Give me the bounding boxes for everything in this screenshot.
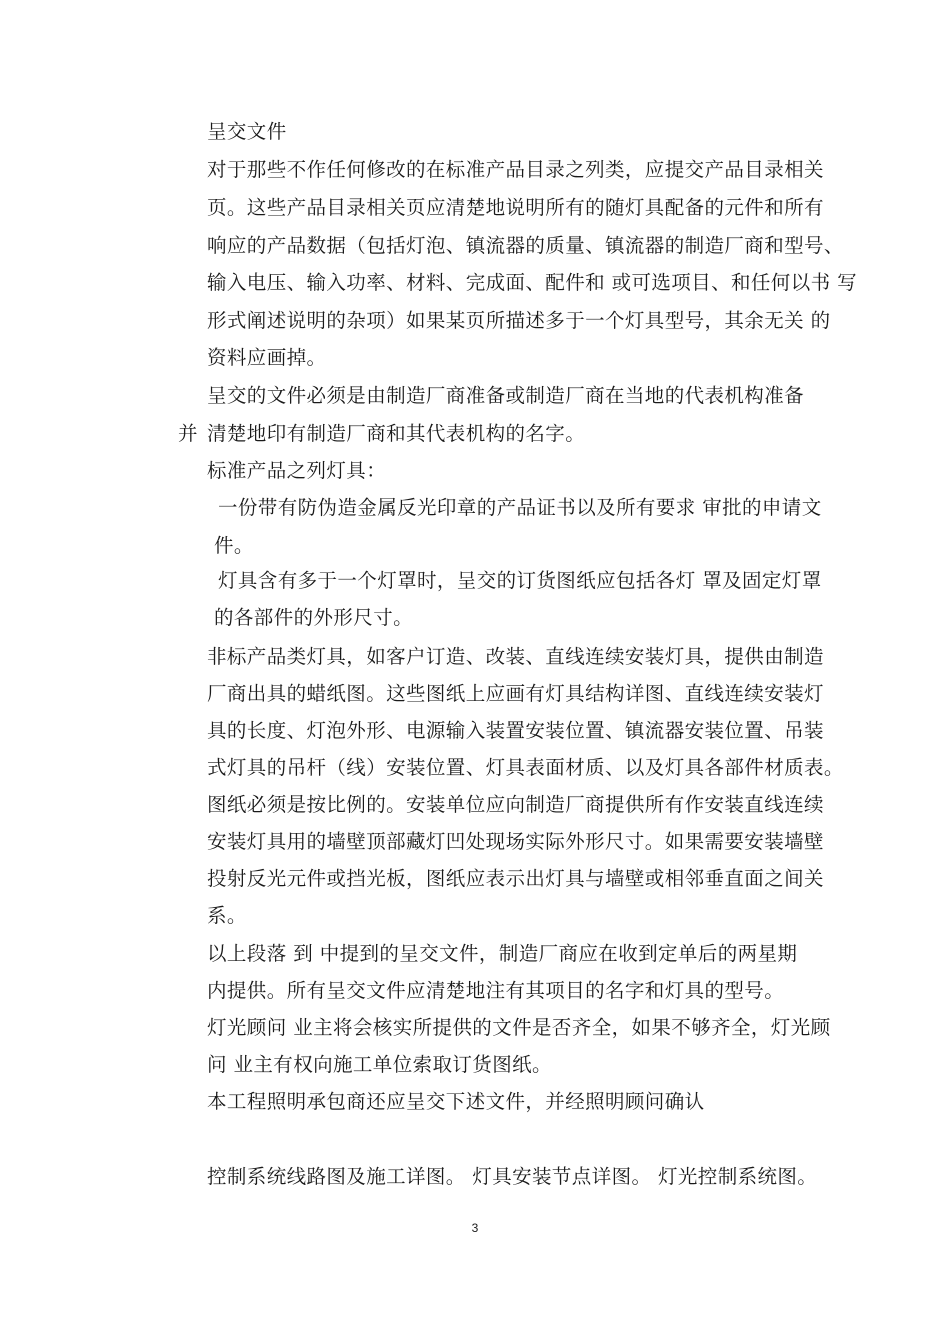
paragraph-3-line-8: 系。 [207,904,247,927]
paragraph-5-line-2: 问 业主有权向施工单位索取订货图纸。 [207,1053,552,1076]
item-1-line-1: 一份带有防伪造金属反光印章的产品证书以及所有要求 审批的申请文 [218,496,822,519]
paragraph-3-line-1: 非标产品类灯具，如客户订造、改装、直线连续安装灯具，提供由制造 [207,645,824,668]
paragraph-3-line-4: 式灯具的吊杆（线）安装位置、灯具表面材质、以及灯具各部件材质表。 [207,756,844,779]
deliverables-line: 控制系统线路图及施工详图。 灯具安装节点详图。 灯光控制系统图。 [207,1165,818,1188]
paragraph-2-line-2: 清楚地印有制造厂商和其代表机构的名字。 [207,422,586,445]
paragraph-3-line-7: 投射反光元件或挡光板，图纸应表示出灯具与墙壁或相邻垂直面之间关 [207,867,824,890]
item-2-line-2: 的各部件的外形尺寸。 [214,606,414,629]
paragraph-3-line-2: 厂商出具的蜡纸图。这些图纸上应画有灯具结构详图、直线连续安装灯 [207,682,824,705]
paragraph-4-line-1: 以上段落 到 中提到的呈交文件，制造厂商应在收到定单后的两星期 [207,942,798,965]
section-heading: 呈交文件 [207,120,287,143]
paragraph-1-line-1: 对于那些不作任何修改的在标准产品目录之列类，应提交产品目录相关 [207,158,824,181]
paragraph-3-line-6: 安装灯具用的墙壁顶部藏灯凹处现场实际外形尺寸。如果需要安装墙壁 [207,830,824,853]
paragraph-4-line-2: 内提供。所有呈交文件应清楚地注有其项目的名字和灯具的型号。 [207,979,785,1002]
paragraph-1-line-5: 形式阐述说明的杂项）如果某页所描述多于一个灯具型号，其余无关 的 [207,309,831,332]
paragraph-1-line-6: 资料应画掉。 [207,346,327,369]
paragraph-6: 本工程照明承包商还应呈交下述文件，并经照明顾问确认 [207,1090,705,1113]
paragraph-3-line-5: 图纸必须是按比例的。安装单位应向制造厂商提供所有作安装直线连续 [207,793,824,816]
paragraph-5-line-1: 灯光顾问 业主将会核实所提供的文件是否齐全，如果不够齐全，灯光顾 [207,1016,831,1039]
paragraph-1-line-2: 页。这些产品目录相关页应清楚地说明所有的随灯具配备的元件和所有 [207,196,824,219]
paragraph-1-line-4: 输入电压、输入功率、材料、完成面、配件和 或可选项目、和任何以书 写 [207,271,857,294]
paragraph-3-line-3: 具的长度、灯泡外形、电源输入装置安装位置、镇流器安装位置、吊装 [207,719,824,742]
item-1-line-2: 件。 [214,534,254,557]
paragraph-2-margin-char: 并 [178,422,198,445]
standard-products-heading: 标准产品之列灯具： [207,459,387,482]
paragraph-2-line-1: 呈交的文件必须是由制造厂商准备或制造厂商在当地的代表机构准备 [207,384,805,407]
page-number: 3 [471,1221,479,1235]
item-2-line-1: 灯具含有多于一个灯罩时，呈交的订货图纸应包括各灯 罩及固定灯罩 [218,569,822,592]
paragraph-1-line-3: 响应的产品数据（包括灯泡、镇流器的质量、镇流器的制造厂商和型号、 [207,234,844,257]
